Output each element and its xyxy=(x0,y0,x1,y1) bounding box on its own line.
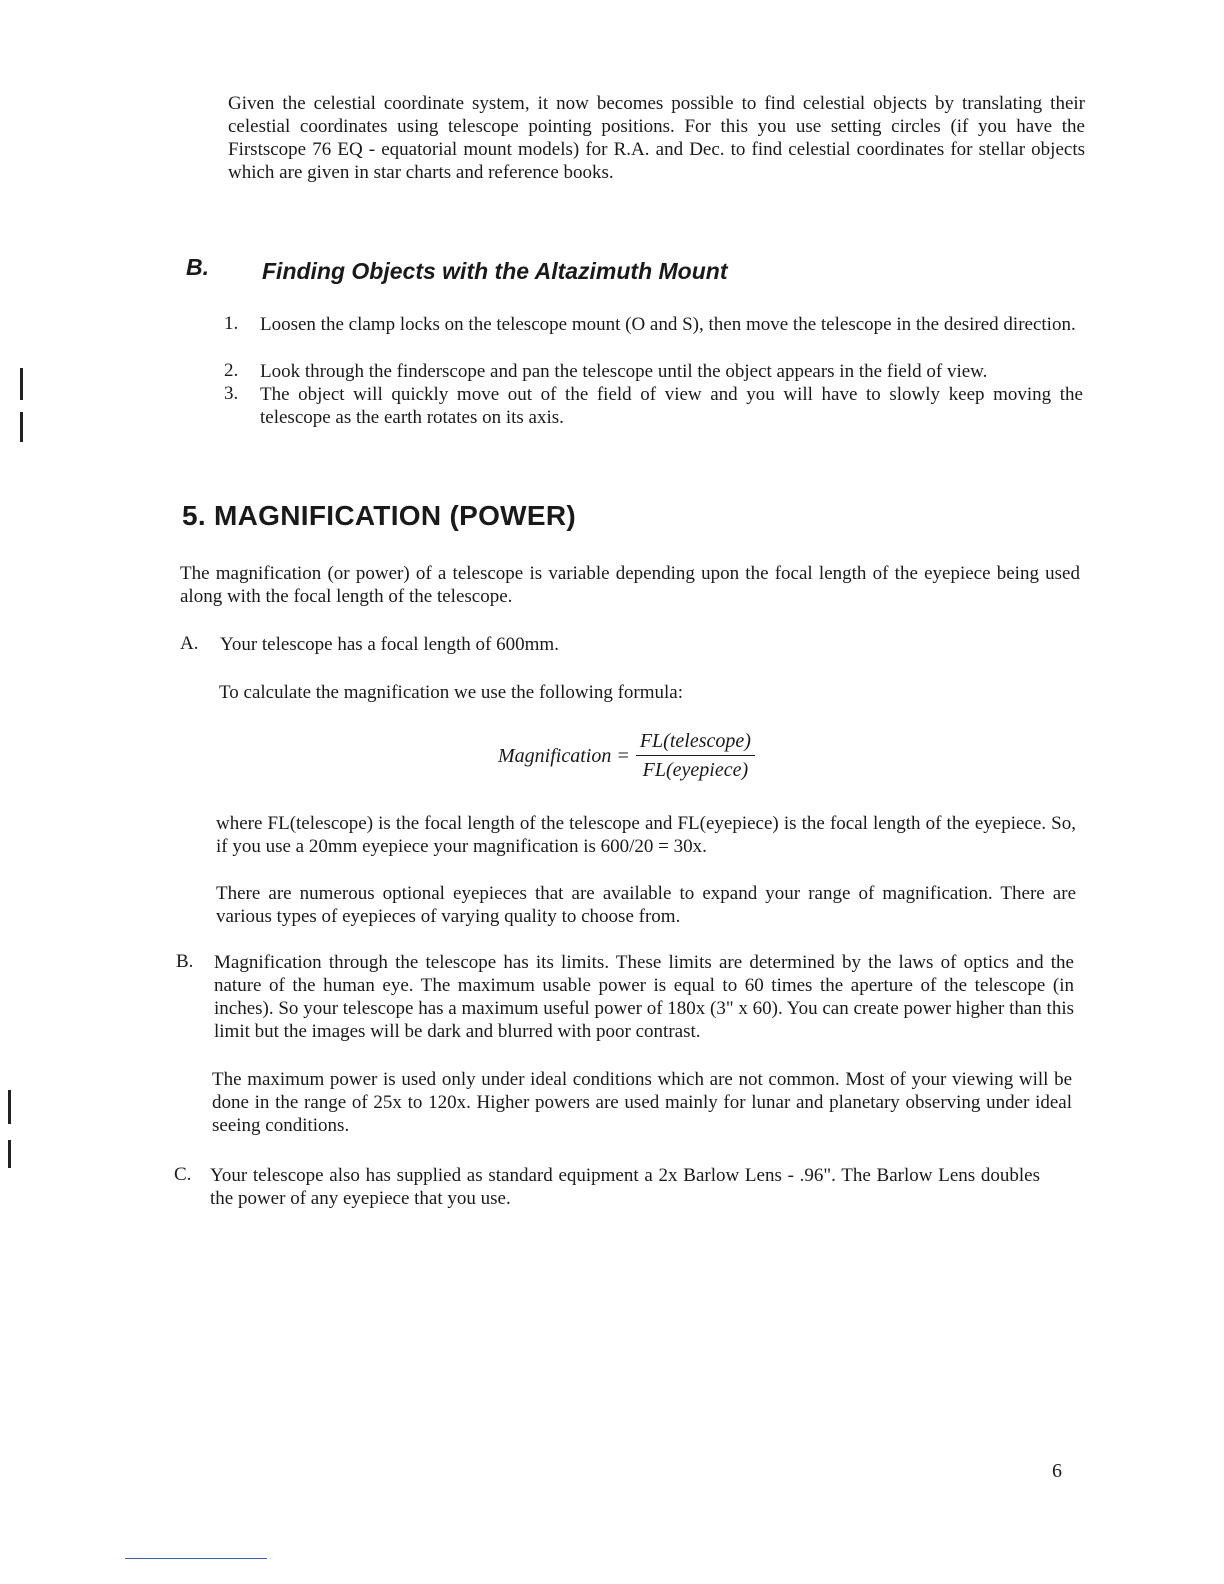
section-b-letter: B. xyxy=(186,254,209,280)
formula-intro: To calculate the magnification we use the following formula: xyxy=(219,682,684,703)
formula-fraction xyxy=(636,730,755,782)
page-number: 6 xyxy=(1052,1460,1062,1482)
eyepieces-paragraph: There are numerous optional eyepieces that are available to expand your range of magnification. There are various types of eyepieces of varying quality to choose from. xyxy=(216,883,1076,927)
formula-explanation: where FL(telescope) is the focal length of the telescope and FL(eyepiece) is the focal length of the eyepiece. So, if you use a 20mm eyepiece your magnification is 600/20 = 30x. xyxy=(216,813,1076,857)
step-2-text: Look through the finderscope and pan the telescope until the object appears in the field of view. xyxy=(260,361,988,382)
formula-lhs: Magnification = xyxy=(498,744,630,767)
scan-binding-mark xyxy=(20,368,23,400)
step-3-text: The object will quickly move out of the field of view and you will have to slowly keep moving the telescope as the earth rotates on its axis. xyxy=(260,384,1083,428)
item-b-text: Magnification through the telescope has its limits. These limits are determined by the laws of optics and the nature of the human eye. The maximum usable power is equal to 60 times the aperture of the telescope (in inches). So your telescope has a maximum useful power of 180x (3" x 60). You can create power higher than this limit but the images will be dark and blurred with poor contrast. xyxy=(214,952,1074,1042)
item-c-text: Your telescope also has supplied as standard equipment a 2x Barlow Lens - .96". The Barlow Lens doubles the power of any eyepiece that you use. xyxy=(210,1165,1040,1209)
item-a-text: Your telescope has a focal length of 600mm. xyxy=(220,634,559,655)
step-2-number: 2. xyxy=(224,360,239,381)
step-3-number: 3. xyxy=(224,383,239,404)
section-b-title: Finding Objects with the Altazimuth Mount xyxy=(262,258,728,284)
section-5-heading: 5. MAGNIFICATION (POWER) xyxy=(182,500,576,531)
formula-denominator: FL(eyepiece) xyxy=(642,759,749,781)
item-c-letter: C. xyxy=(174,1164,192,1185)
item-b-text-2: The maximum power is used only under ideal conditions which are not common. Most of your viewing will be done in the range of 25x to 120x. Higher powers are used mainly for lunar and planetary observing under ideal seeing conditions. xyxy=(212,1069,1072,1136)
intro-paragraph: Given the celestial coordinate system, it now becomes possible to find celestial objects by translating their celestial coordinates using telescope pointing positions. For this you use setting circles (if you have the Firstscope 76 EQ - equatorial mount models) for R.A. and Dec. to find celestial coordinates for stellar objects which are given in star charts and reference books. xyxy=(228,93,1085,183)
scan-binding-mark xyxy=(20,412,23,442)
formula-numerator: FL(telescope) xyxy=(636,730,755,756)
magnification-formula xyxy=(498,730,755,782)
step-1-number: 1. xyxy=(224,313,239,334)
step-1-text: Loosen the clamp locks on the telescope mount (O and S), then move the telescope in the desired direction. xyxy=(260,314,1076,335)
scan-binding-mark xyxy=(8,1090,11,1124)
scan-binding-mark xyxy=(8,1140,11,1168)
item-b-letter: B. xyxy=(176,951,194,972)
footer-rule xyxy=(125,1558,267,1559)
section-5-intro: The magnification (or power) of a telescope is variable depending upon the focal length of the eyepiece being used along with the focal length of the telescope. xyxy=(180,563,1080,607)
item-a-letter: A. xyxy=(180,633,199,654)
